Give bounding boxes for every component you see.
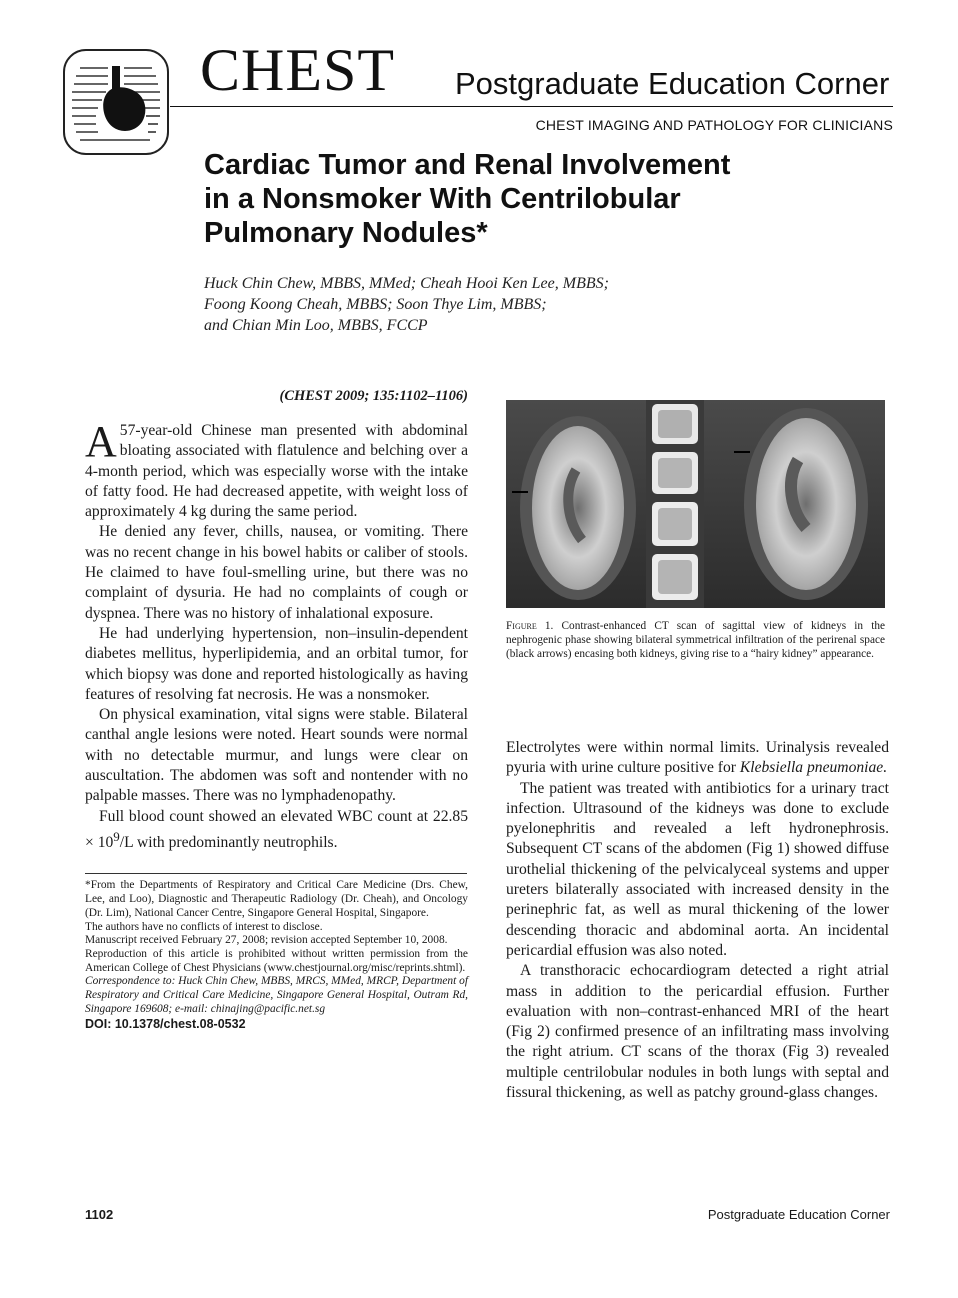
paragraph-text: /L with predominantly neutrophils. bbox=[119, 834, 338, 852]
title-line: in a Nonsmoker With Centrilobular bbox=[204, 183, 681, 215]
footer-section: Postgraduate Education Corner bbox=[707, 1207, 890, 1222]
body-paragraph bbox=[506, 738, 889, 779]
author-line: and Chian Min Loo, MBBS, FCCP bbox=[204, 317, 428, 334]
body-paragraph: The patient was treated with antibiotics for a urinary tract infection. Ultrasound of the kidneys was done to exclude pyelonephritis and revealed a left hydronephrosis. Subsequent CT scans of the abdomen (Fig 1) showed diffuse urothelial thickening of the pelvicalyceal systems and upper ureters bilaterally associated with increased density in the perinephric fat, as well as mural thickening of the lower descending thoracic and abdominal aorta. An incidental pericardial effusion was also noted. bbox=[506, 779, 889, 959]
left-column bbox=[85, 388, 468, 1031]
organism-name: Klebsiella pneumoniae. bbox=[739, 759, 888, 777]
title-line: Cardiac Tumor and Renal Involvement bbox=[204, 149, 731, 181]
paragraph-text: Full blood count showed an elevated WBC count at 22.85 × 10 bbox=[85, 807, 468, 852]
section-title: Postgraduate Education Corner bbox=[455, 66, 890, 101]
journal-logo bbox=[62, 48, 170, 156]
footnote-reproduction: Reproduction of this article is prohibited without written permission from the American College of Chest Physicians (www.chestjournal.org/misc/reprints.shtml). bbox=[85, 947, 468, 974]
author-list bbox=[204, 273, 724, 336]
spine bbox=[646, 400, 704, 608]
header-rule bbox=[170, 106, 893, 107]
doi: DOI: 10.1378/chest.08-0532 bbox=[85, 1017, 246, 1032]
figure-caption bbox=[506, 620, 885, 661]
page-number: 1102 bbox=[85, 1207, 114, 1222]
dropcap: A bbox=[85, 417, 117, 466]
body-paragraph bbox=[85, 807, 468, 854]
figure-ct-scan bbox=[506, 400, 885, 608]
figure-label: Figure 1. bbox=[506, 620, 554, 632]
right-kidney bbox=[744, 408, 868, 600]
footnote-conflict: The authors have no conflicts of interest to disclose. bbox=[85, 920, 323, 933]
body-paragraph bbox=[85, 417, 468, 522]
article-title bbox=[204, 148, 824, 250]
paragraph-text: Electrolytes were within normal limits. Urinalysis revealed pyuria with urine culture positive for bbox=[506, 739, 889, 777]
footnote-affiliation: *From the Departments of Respiratory and Critical Care Medicine (Drs. Chew, Lee, and Loo), Diagnostic and Therapeutic Radiology (Dr. Cheah), and Oncology (Dr. Lim), National Cancer Centre, Singapore General Hospital, Singapore. bbox=[85, 879, 468, 919]
right-column bbox=[506, 738, 889, 1103]
author-line: Huck Chin Chew, MBBS, MMed; Cheah Hooi Ken Lee, MBBS; bbox=[204, 275, 609, 292]
caption-text: Contrast-enhanced CT scan of sagittal view of kidneys in the nephrogenic phase showing bilateral symmetrical infiltration of the perirenal space (black arrows) encasing both kidneys, giving rise to a “hairy kidney” appearance. bbox=[506, 620, 885, 660]
citation: (CHEST 2009; 135:1102–1106) bbox=[279, 388, 468, 404]
title-line: Pulmonary Nodules* bbox=[204, 217, 488, 249]
superscript: 9 bbox=[113, 828, 120, 844]
body-paragraph: He had underlying hypertension, non–insulin-dependent diabetes mellitus, hyperlipidemia, and an orbital tumor, for which biopsy was done and reported histologically as having features of resolving fat necrosis. He was a nonsmoker. bbox=[85, 624, 468, 703]
left-kidney bbox=[520, 416, 636, 600]
body-paragraph: A transthoracic echocardiogram detected a right atrial mass in addition to the pericardial effusion. Further evaluation with non–contrast-enhanced MRI of the heart (Fig 2) confirmed presence of an infiltrating mass involving the right atrium. CT scans of the thorax (Fig 3) revealed multiple centrilobular nodules in both lungs with septal and fissural thickening, as well as patchy ground-glass changes. bbox=[506, 962, 889, 1102]
paragraph-text: 57-year-old Chinese man presented with abdominal bloating associated with flatulence and belching over a 4-month period, which was especially worse with the intake of fatty food. He had decreased appetite, with weight loss of approximately 4 kg during the same period. bbox=[85, 422, 468, 521]
author-line: Foong Koong Cheah, MBBS; Soon Thye Lim, MBBS; bbox=[204, 296, 547, 313]
body-paragraph: He denied any fever, chills, nausea, or vomiting. There was no recent change in his bowel habits or caliber of stools. He claimed to have foul-smelling urine, but there was no complaint of dysuria. He had no complaints of cough or dyspnea. There was no history of inhalational exposure. bbox=[85, 523, 468, 622]
footnote-rule bbox=[85, 873, 467, 874]
footnote-received: Manuscript received February 27, 2008; revision accepted September 10, 2008. bbox=[85, 934, 448, 947]
subsection-title: CHEST IMAGING AND PATHOLOGY FOR CLINICIANS bbox=[535, 117, 893, 133]
journal-name: CHEST bbox=[200, 37, 396, 103]
body-paragraph: On physical examination, vital signs were stable. Bilateral canthal angle lesions were noted. Heart sounds were normal with no detectable murmur, and lungs were clear on auscultation. The abdomen was soft and nontender with no palpable masses. There was no lymphadenopathy. bbox=[85, 706, 468, 805]
footnote-correspondence: Correspondence to: Huck Chin Chew, MBBS, MRCS, MMed, MRCP, Department of Respiratory and Critical Care Medicine, Singapore General Hospital, Outram Rd, Singapore 169608; e-mail: chinajing@pacific.net.sg bbox=[85, 975, 468, 1015]
